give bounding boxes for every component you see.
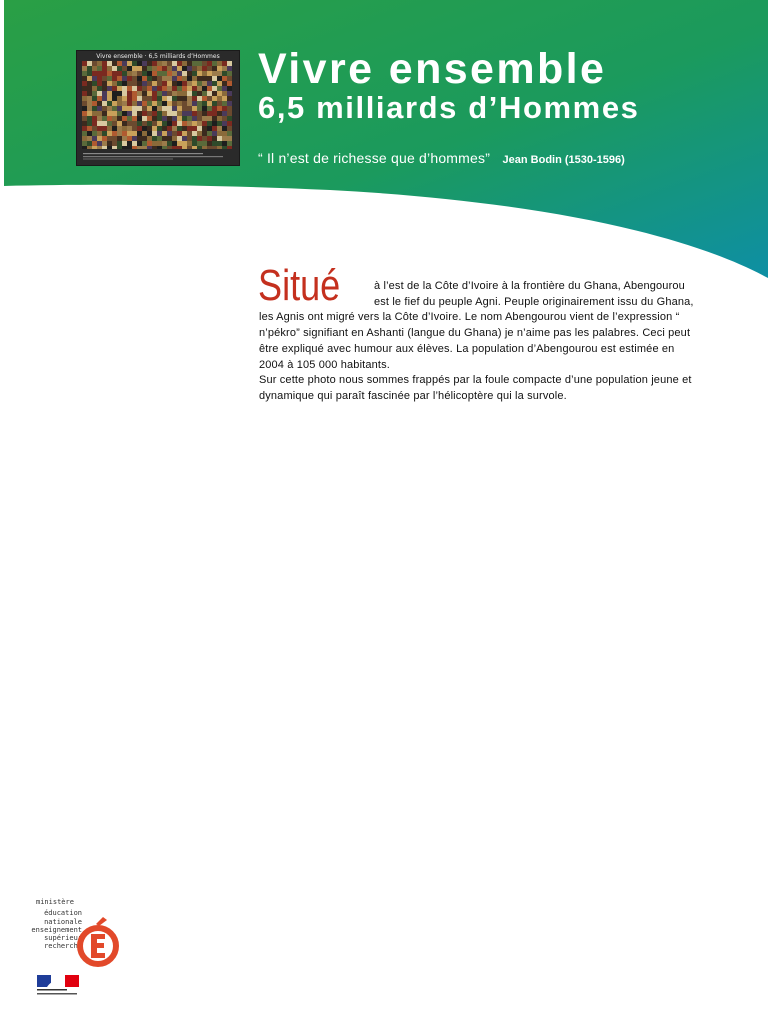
article-paragraph: à l’est de la Côte d’Ivoire à la frontière du Ghana, Abengourou est le fief du peuple Agni. Peuple originairement issu du Ghana, les Agnis ont migré vers la Côte d’Ivoire. Le nom Abengourou vient de l’expression “ n’pékro” signifiant en Ashanti (langue du Ghana) je n’aime pas les palabres. Ceci peut être expliqué avec humour aux élèves. La population d’Abengourou est estimée en 2004 à 105 000 habitants.	[259, 280, 694, 371]
thumbnail-footer-text	[83, 152, 233, 160]
quote: “ Il n’est de richesse que d’hommes”	[258, 150, 491, 166]
ministry-line: éducation	[44, 909, 82, 918]
page-title: Vivre ensemble	[258, 45, 607, 93]
article-paragraph: Sur cette photo nous sommes frappés par la foule compacte d’une population jeune et dynamique qui paraît fascinée par l’hélicoptère qui la survole.	[259, 374, 692, 402]
ministry-line: supérieur	[44, 934, 82, 943]
crowd-mosaic-image	[82, 61, 232, 149]
drop-word: Situé	[258, 261, 341, 310]
quote-line	[258, 150, 625, 168]
ministry-line: recherche	[44, 942, 82, 951]
ministry-line: ministère	[36, 898, 74, 906]
quote-author: Jean Bodin (1530-1596)	[502, 154, 625, 166]
page-subtitle: 6,5 milliards d’Hommes	[258, 90, 640, 125]
ministry-line: nationale	[44, 917, 82, 926]
e-accent-logo-icon	[58, 906, 122, 970]
thumbnail-caption: Vivre ensemble · 6,5 milliards d’Hommes	[96, 53, 220, 60]
poster-thumbnail	[76, 50, 240, 166]
ministry-line: enseignement	[31, 925, 82, 934]
republique-francaise-marianne-icon	[37, 975, 79, 997]
article	[259, 260, 697, 405]
ministry-logo	[20, 898, 125, 1003]
